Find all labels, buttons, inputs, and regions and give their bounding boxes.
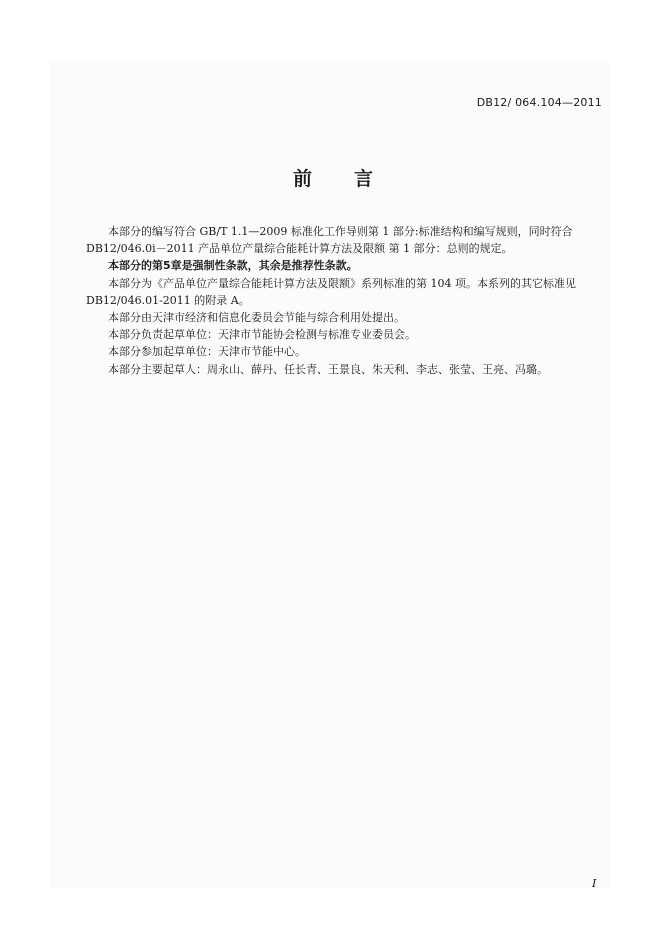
page-title bbox=[0, 164, 666, 191]
standard-number: DB12/ 064.104—2011 bbox=[476, 96, 602, 109]
paragraph-main-drafters: 本部分主要起草人：周永山、薛丹、任长青、王景良、朱天利、李志、张莹、王亮、冯璐。 bbox=[108, 362, 548, 376]
title-char-2: 言 bbox=[354, 168, 374, 190]
paragraph-1-line-2: DB12/046.0i－2011 产品单位产量综合能耗计算方法及限额 第 1 部分：总则的规定。 bbox=[86, 242, 513, 256]
paragraph-participating-drafter: 本部分参加起草单位：天津市节能中心。 bbox=[108, 345, 306, 359]
paragraph-1-line-1: 本部分的编写符合 GB/T 1.1—2009 标准化工作导则第 1 部分:标准结构和编写规则，同时符合 bbox=[108, 225, 573, 238]
foreword-body bbox=[86, 223, 606, 378]
paragraph-proposer: 本部分由天津市经济和信息化委员会节能与综合利用处提出。 bbox=[108, 311, 405, 325]
paragraph-3-line-2: DB12/046.01-2011 的附录 A。 bbox=[86, 293, 250, 307]
paragraph-3-line-1: 本部分为《产品单位产量综合能耗计算方法及限额》系列标准的第 104 项。本系列的其它标准见 bbox=[108, 276, 576, 290]
title-char-1: 前 bbox=[292, 168, 312, 190]
paragraph-mandatory-clause: 本部分的第5章是强制性条款，其余是推荐性条款。 bbox=[108, 259, 358, 273]
paragraph-responsible-drafter: 本部分负责起草单位：天津市节能协会检测与标准专业委员会。 bbox=[108, 328, 416, 342]
page-number: I bbox=[592, 877, 597, 890]
